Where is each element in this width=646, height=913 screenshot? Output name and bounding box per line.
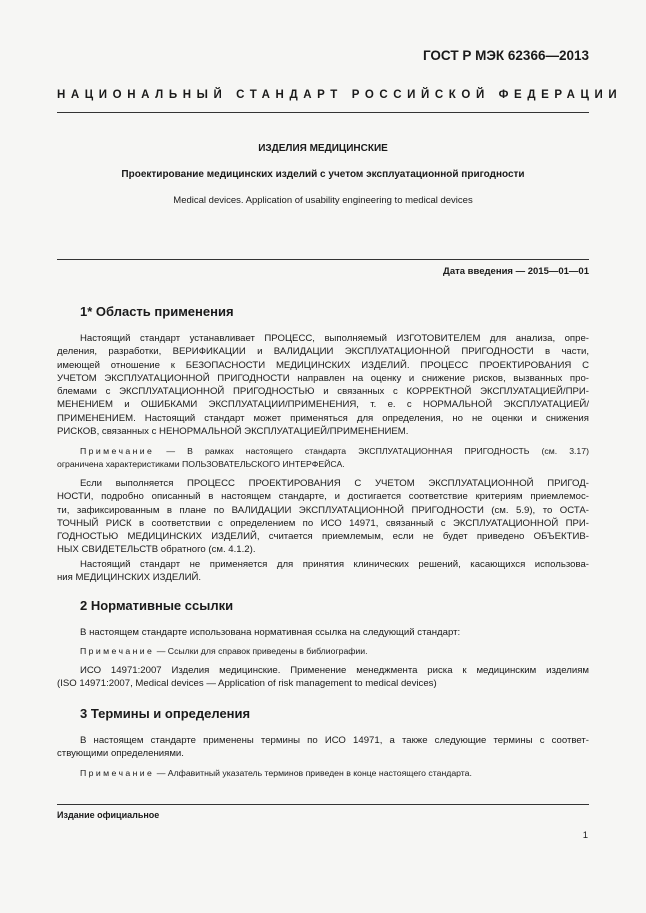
section-1-paragraph-2 — [57, 477, 589, 557]
section-2-paragraph — [57, 626, 589, 639]
text-line: ограничена характеристиками ПОЛЬЗОВАТЕЛЬСКОГО ИНТЕРФЕЙСА. — [57, 459, 345, 470]
section-2-reference — [57, 664, 589, 691]
text-line: ТОЧНЫЙ РИСК в соответствии с определением по ИСО 14971, связанный с ЭКСПЛУАТАЦИОННОЙ ПРИ- — [57, 517, 589, 529]
text-line: ИСО 14971:2007 Изделия медицинские. Применение менеджмента риска к медицинским изделиям — [80, 665, 589, 676]
section-1-paragraph-1 — [57, 332, 589, 438]
title-rule — [57, 259, 589, 260]
section-1-heading: 1* Область применения — [80, 304, 234, 319]
text-line: НОСТИ, подробно описанный в настоящем стандарте, и достигается соответствие критериям приемлемос- — [57, 491, 589, 503]
note-text: — В рамках настоящего стандарта ЭКСПЛУАТАЦИОННАЯ ПРИГОДНОСТЬ (см. 3.17) — [154, 446, 589, 456]
text-line: блемами с ЭКСПЛУАТАЦИОННОЙ ПРИГОДНОСТЬЮ и связанных с КОРРЕКТНОЙ ЭКСПЛУАТАЦИЕЙ/ПРИ- — [57, 386, 589, 398]
text-line: РИСКОВ, связанных с НЕНОРМАЛЬНОЙ ЭКСПЛУАТАЦИЕЙ/ПРИМЕНЕНИЕМ. — [57, 426, 409, 438]
text-line: УЧЕТОМ ЭКСПЛУАТАЦИОННОЙ ПРИГОДНОСТИ направлен на оценку и снижение рисков, вызванных про- — [57, 372, 589, 384]
note-text: — Ссылки для справок приведены в библиографии. — [154, 646, 368, 656]
text-line: МЕНЕНИЕМ и ОШИБКАМИ ЭКСПЛУАТАЦИИ/ПРИМЕНЕНИЯ, т. е. с НОРМАЛЬНОЙ ЭКСПЛУАТАЦИЕЙ/ — [57, 399, 589, 411]
text-line: ГОДНОСТЬЮ МЕДИЦИНСКИХ ИЗДЕЛИЙ, считается приемлемым, если не будет приведено ОБЪЕКТИВ- — [57, 531, 589, 543]
text-line: ния МЕДИЦИНСКИХ ИЗДЕЛИЙ. — [57, 572, 202, 584]
text-line: В настоящем стандарте использована нормативная ссылка на следующий стандарт: — [80, 627, 461, 638]
text-line: имеющей отношение к БЕЗОПАСНОСТИ МЕДИЦИНСКИХ ИЗДЕЛИЙ. ПРОЦЕСС ПРОЕКТИРОВАНИЯ С — [57, 359, 589, 371]
section-3-paragraph — [57, 734, 589, 761]
national-standard-banner: НАЦИОНАЛЬНЫЙ СТАНДАРТ РОССИЙСКОЙ ФЕДЕРАЦИИ — [57, 89, 623, 101]
standard-code: ГОСТ Р МЭК 62366—2013 — [422, 48, 589, 63]
text-line: Если выполняется ПРОЦЕСС ПРОЕКТИРОВАНИЯ С УЧЕТОМ ЭКСПЛУАТАЦИОННОЙ ПРИГОД- — [80, 478, 589, 489]
text-line: Настоящий стандарт устанавливает ПРОЦЕСС, выполняемый ИЗГОТОВИТЕЛЕМ для анализа, опре- — [80, 333, 589, 344]
text-line: Настоящий стандарт не применяется для принятия клинических решений, касающихся использова- — [80, 559, 589, 570]
note-label: Примечание — [80, 768, 155, 778]
header-rule — [57, 112, 589, 113]
text-line — [57, 767, 589, 780]
section-1-note — [57, 445, 589, 472]
text-line — [57, 645, 589, 658]
introduction-date: Дата введения — 2015—01—01 — [443, 266, 589, 277]
text-line: ствующими определениями. — [57, 748, 184, 760]
text-line: В настоящем стандарте применены термины по ИСО 14971, а также следующие термины с соответ- — [80, 735, 589, 746]
text-line: деления, разработки, ВЕРИФИКАЦИИ и ВАЛИДАЦИИ ЭКСПЛУАТАЦИОННОЙ ПРИГОДНОСТИ в части, — [57, 346, 589, 358]
section-1-paragraph-3 — [57, 558, 589, 585]
document-subtitle: Проектирование медицинских изделий с учетом эксплуатационной пригодности — [121, 169, 525, 180]
section-3-note — [57, 767, 589, 780]
text-line — [57, 445, 589, 458]
text-line: ти, зафиксированным в плане по ВАЛИДАЦИИ ЭКСПЛУАТАЦИОННОЙ ПРИГОДНОСТИ (см. 5.9), то ОСТА- — [57, 504, 589, 516]
text-line: (ISO 14971:2007, Medical devices — Application of risk management to medical devices) — [57, 678, 437, 690]
official-edition-label: Издание официальное — [57, 810, 160, 820]
section-3-heading: 3 Термины и определения — [80, 706, 251, 721]
text-line: НЫХ СВИДЕТЕЛЬСТВ обратного (см. 4.1.2). — [57, 544, 256, 556]
footer-rule — [57, 804, 589, 805]
section-2-note — [57, 645, 589, 658]
note-label: Примечание — [80, 446, 155, 456]
english-title: Medical devices. Application of usability engineering to medical devices — [173, 195, 473, 206]
section-2-heading: 2 Нормативные ссылки — [80, 598, 234, 613]
document-title: ИЗДЕЛИЯ МЕДИЦИНСКИЕ — [258, 143, 388, 154]
text-line: ПРИМЕНЕНИЕМ. Настоящий стандарт может применяться для определения, но не оценки и снижения — [57, 412, 589, 424]
note-text: — Алфавитный указатель терминов приведен в конце настоящего стандарта. — [154, 768, 472, 778]
note-label: Примечание — [80, 646, 155, 656]
page-number: 1 — [582, 830, 588, 841]
